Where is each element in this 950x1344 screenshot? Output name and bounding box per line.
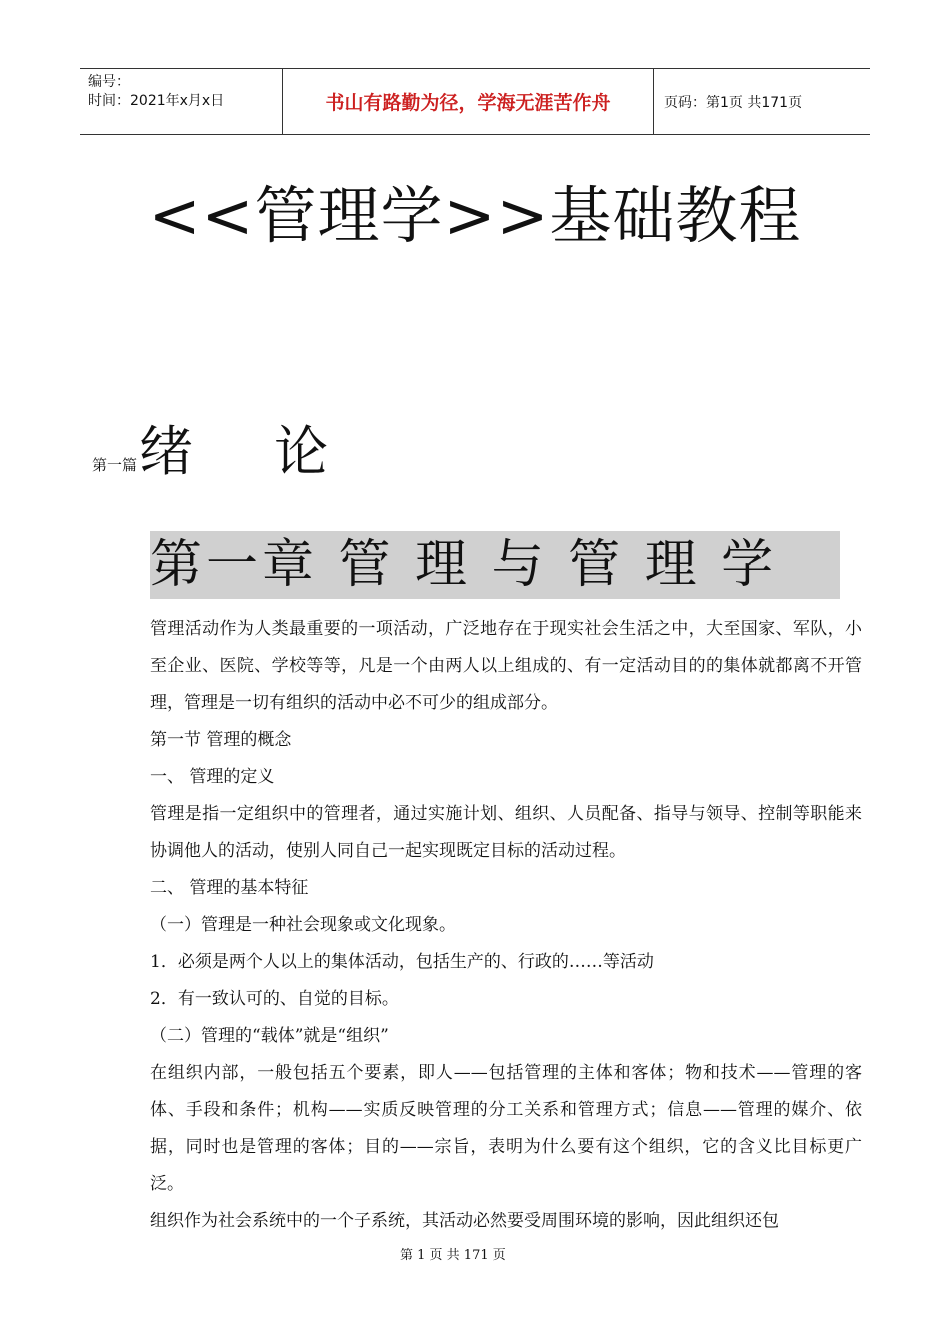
document-date: 时间：2021年x月x日 xyxy=(88,93,225,109)
header-motto: 书山有路勤为径，学海无涯苦作舟 xyxy=(282,69,654,134)
page-footer: 第 1 页 共 171 页 xyxy=(400,1248,506,1263)
list-item: 1．必须是两个人以上的集体活动，包括生产的、行政的……等活动 xyxy=(150,952,654,972)
document-number-label: 编号： xyxy=(88,74,130,90)
list-item: （二）管理的“载体”就是“组织” xyxy=(150,1026,389,1046)
header-meta xyxy=(80,69,282,134)
paragraph: 组织作为社会系统中的一个子系统，其活动必然要受周围环境的影响，因此组织还包 xyxy=(150,1211,779,1231)
part-heading xyxy=(92,418,360,486)
paragraph: 管理活动作为人类最重要的一项活动，广泛地存在于现实社会生活之中，大至国家、军队，小至企业、医院、学校等等，凡是一个由两人以上组成的、有一定活动目的的集体就都离不开管理，管理是一切有组织的活动中必不可少的组成部分。 xyxy=(150,619,862,713)
document-header xyxy=(80,68,870,135)
part-name: 绪 论 xyxy=(139,420,361,483)
list-item: （一）管理是一种社会现象或文化现象。 xyxy=(150,915,456,935)
paragraph: 在组织内部，一般包括五个要素，即人——包括管理的主体和客体；物和技术——管理的客体、手段和条件；机构——实质反映管理的分工关系和管理方式；信息——管理的媒介、依据，同时也是管理的客体；目的——宗旨，表明为什么要有这个组织，它的含义比目标更广泛。 xyxy=(150,1063,862,1194)
body-text xyxy=(150,611,862,1240)
section-heading: 第一节 管理的概念 xyxy=(150,730,292,750)
subheading: 二、 管理的基本特征 xyxy=(150,878,309,898)
part-label: 第一篇 xyxy=(92,456,138,474)
document-title: <<管理学>>基础教程 xyxy=(148,179,802,252)
chapter-title: 第一章 管 理 与 管 理 学 xyxy=(150,531,840,599)
subheading: 一、 管理的定义 xyxy=(150,767,275,787)
header-page-info: 页码：第1页 共171页 xyxy=(664,94,803,111)
paragraph: 管理是指一定组织中的管理者，通过实施计划、组织、人员配备、指导与领导、控制等职能来协调他人的活动，使别人同自己一起实现既定目标的活动过程。 xyxy=(150,804,862,861)
list-item: 2．有一致认可的、自觉的目标。 xyxy=(150,989,399,1009)
